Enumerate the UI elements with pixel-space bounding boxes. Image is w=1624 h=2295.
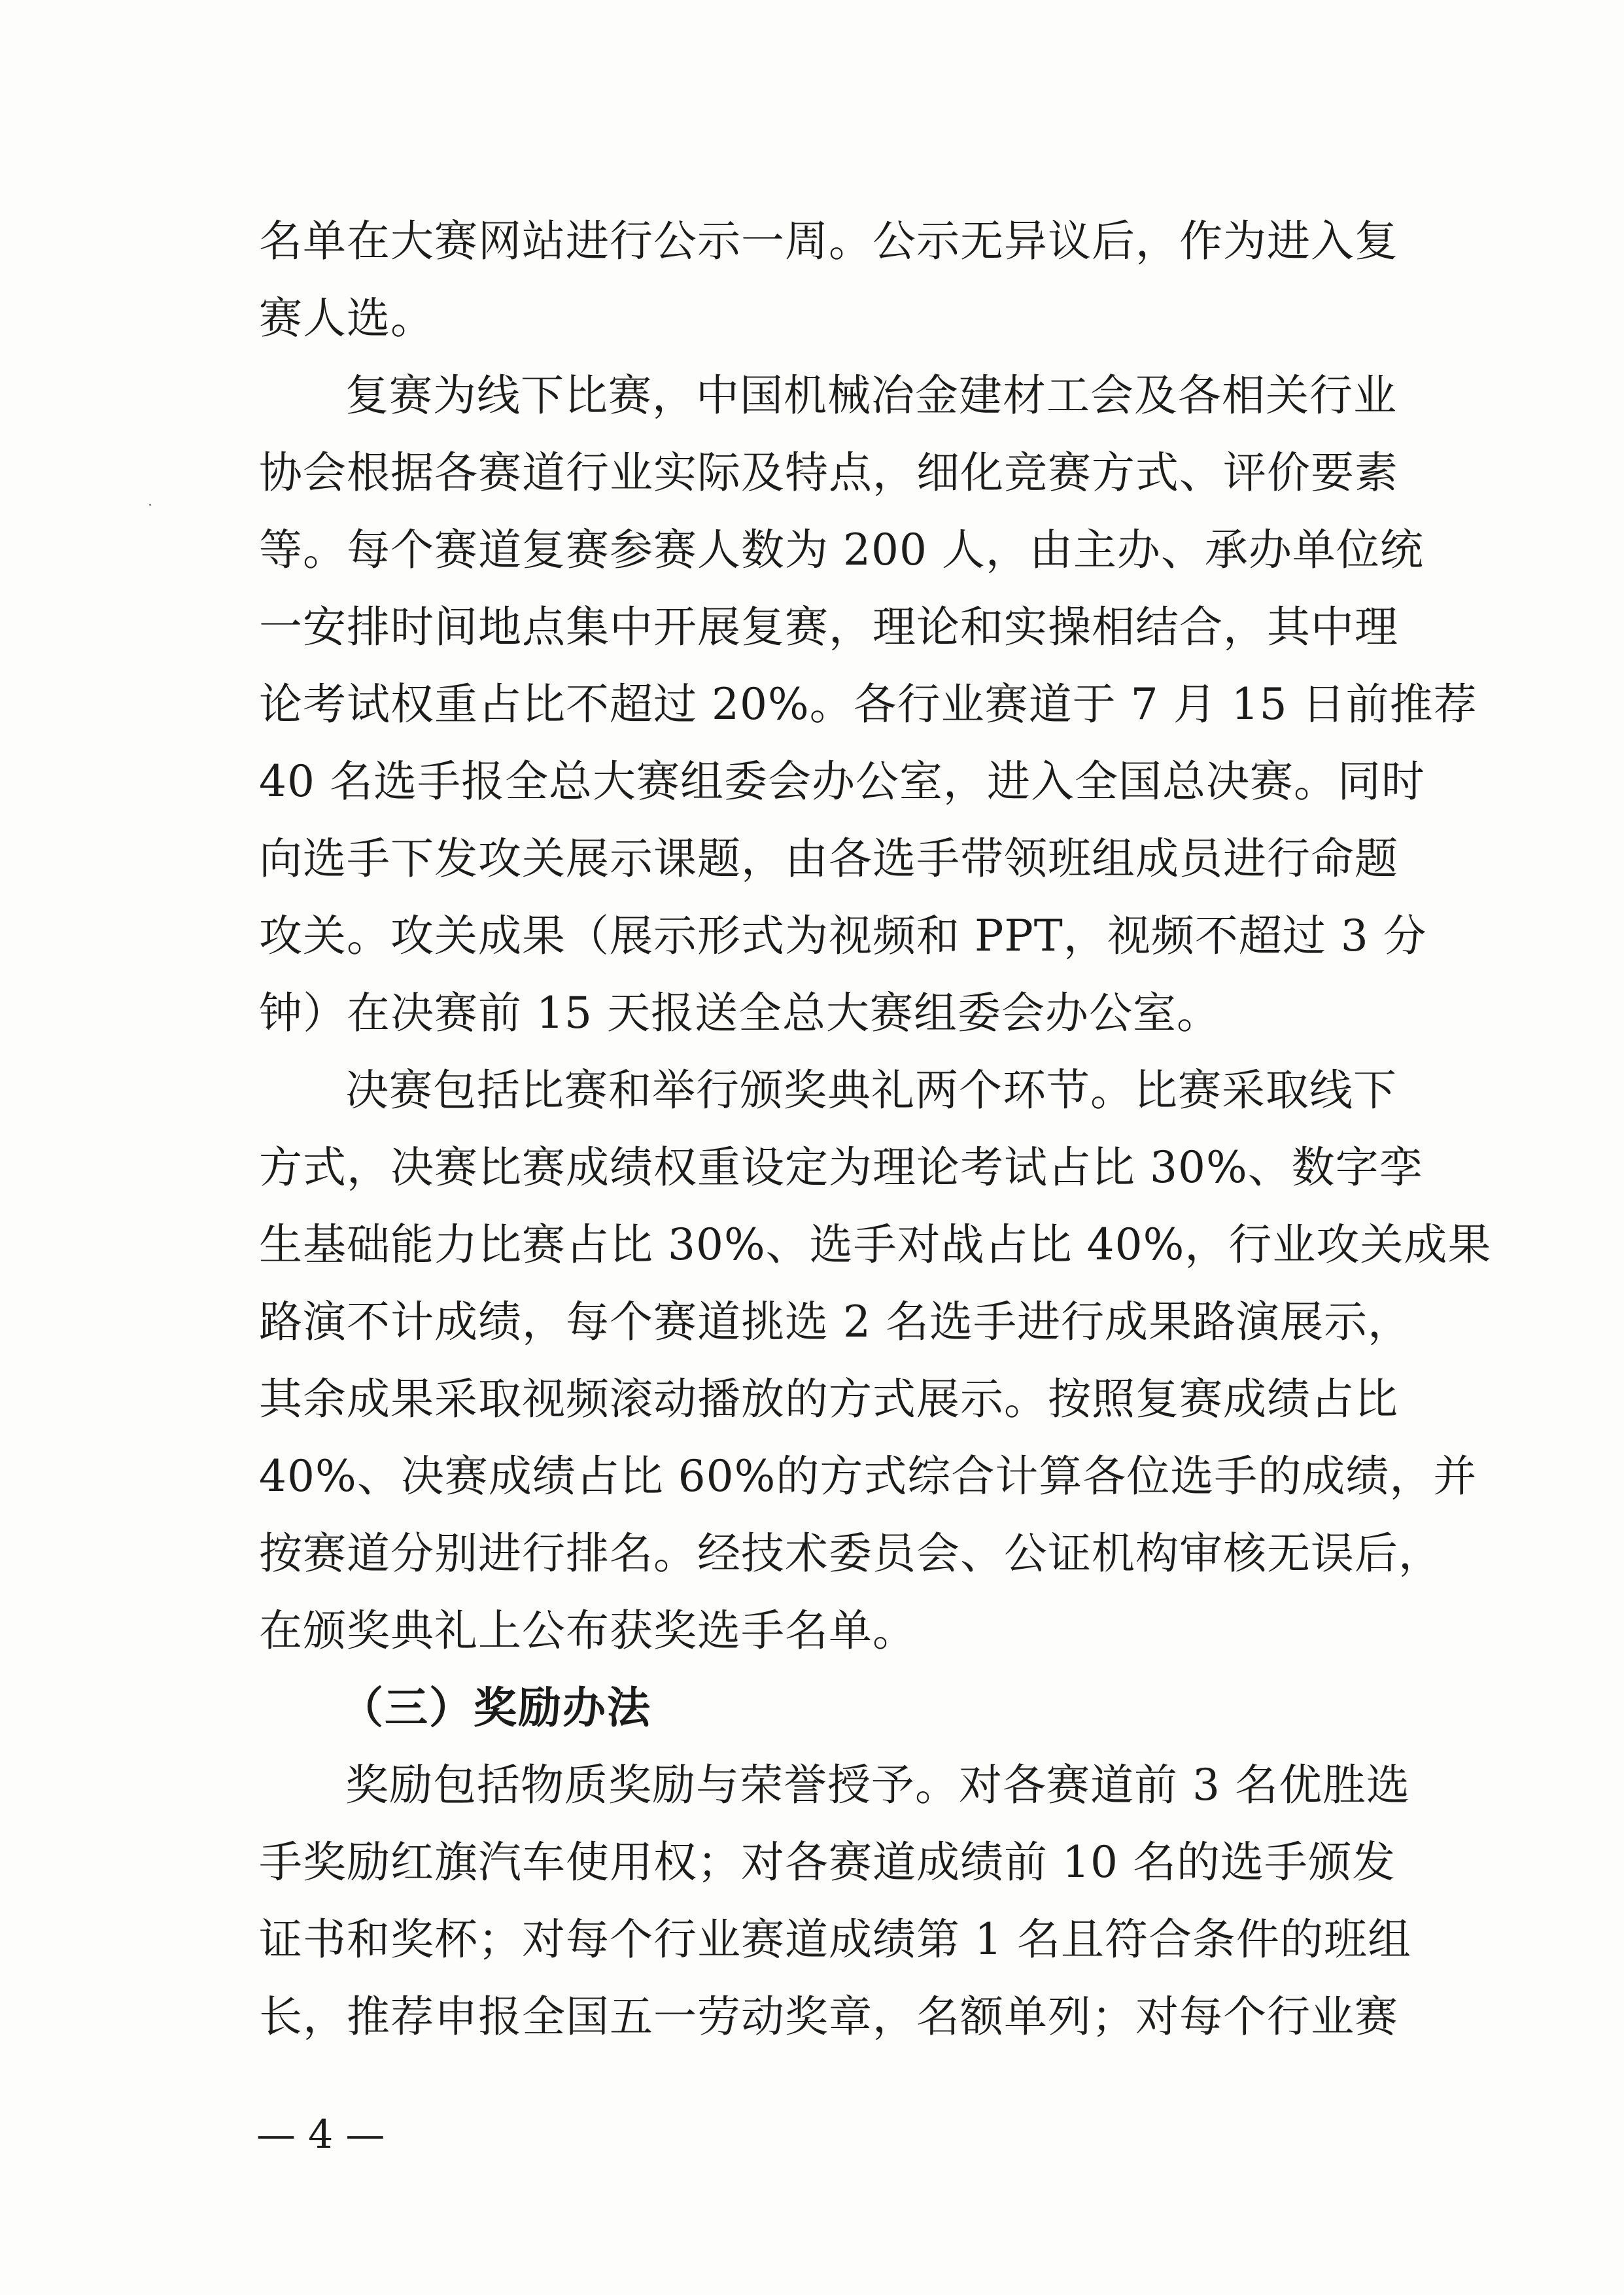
body-line: 在颁奖典礼上公布获奖选手名单。 xyxy=(259,1605,916,1656)
section-heading: （三）奖励办法 xyxy=(340,1683,651,1733)
body-line: 方式，决赛比赛成绩权重设定为理论考试占比 30%、数字孪 xyxy=(259,1142,1423,1193)
body-line: 长，推荐申报全国五一劳动奖章，名额单列；对每个行业赛 xyxy=(259,1991,1398,2042)
body-line: 钟）在决赛前 15 天报送全总大赛组委会办公室。 xyxy=(259,988,1220,1038)
body-line: 论考试权重占比不超过 20%。各行业赛道于 7 月 15 日前推荐 xyxy=(259,679,1477,729)
body-line: 决赛包括比赛和举行颁奖典礼两个环节。比赛采取线下 xyxy=(345,1065,1397,1115)
body-line: 等。每个赛道复赛参赛人数为 200 人，由主办、承办单位统 xyxy=(259,525,1424,575)
body-line: 协会根据各赛道行业实际及特点，细化竞赛方式、评价要素 xyxy=(259,447,1398,498)
body-line: 生基础能力比赛占比 30%、选手对战占比 40%，行业攻关成果 xyxy=(259,1219,1492,1270)
scan-speck xyxy=(149,504,151,506)
body-line: 40 名选手报全总大赛组委会办公室，进入全国总决赛。同时 xyxy=(259,756,1425,807)
body-line: 赛人选。 xyxy=(259,293,434,343)
body-line: 路演不计成绩，每个赛道挑选 2 名选手进行成果路演展示， xyxy=(259,1297,1411,1347)
body-line: 证书和奖杯；对每个行业赛道成绩第 1 名且符合条件的班组 xyxy=(259,1914,1411,1965)
body-line: 攻关。攻关成果（展示形式为视频和 PPT，视频不超过 3 分 xyxy=(259,911,1427,961)
body-line: 一安排时间地点集中开展复赛，理论和实操相结合，其中理 xyxy=(259,602,1398,652)
body-line: 其余成果采取视频滚动播放的方式展示。按照复赛成绩占比 xyxy=(259,1374,1398,1424)
body-line: 按赛道分别进行排名。经技术委员会、公证机构审核无误后， xyxy=(259,1528,1442,1579)
body-line: 复赛为线下比赛，中国机械冶金建材工会及各相关行业 xyxy=(345,370,1397,421)
body-line: 奖励包括物质奖励与荣誉授予。对各赛道前 3 名优胜选 xyxy=(345,1760,1410,1810)
body-line: 手奖励红旗汽车使用权；对各赛道成绩前 10 名的选手颁发 xyxy=(259,1837,1396,1887)
body-line: 40%、决赛成绩占比 60%的方式综合计算各位选手的成绩，并 xyxy=(259,1451,1477,1501)
body-line: 向选手下发攻关展示课题，由各选手带领班组成员进行命题 xyxy=(259,833,1398,884)
body-line: 名单在大赛网站进行公示一周。公示无异议后，作为进入复 xyxy=(259,216,1398,266)
page-number: — 4 — xyxy=(256,2112,385,2158)
